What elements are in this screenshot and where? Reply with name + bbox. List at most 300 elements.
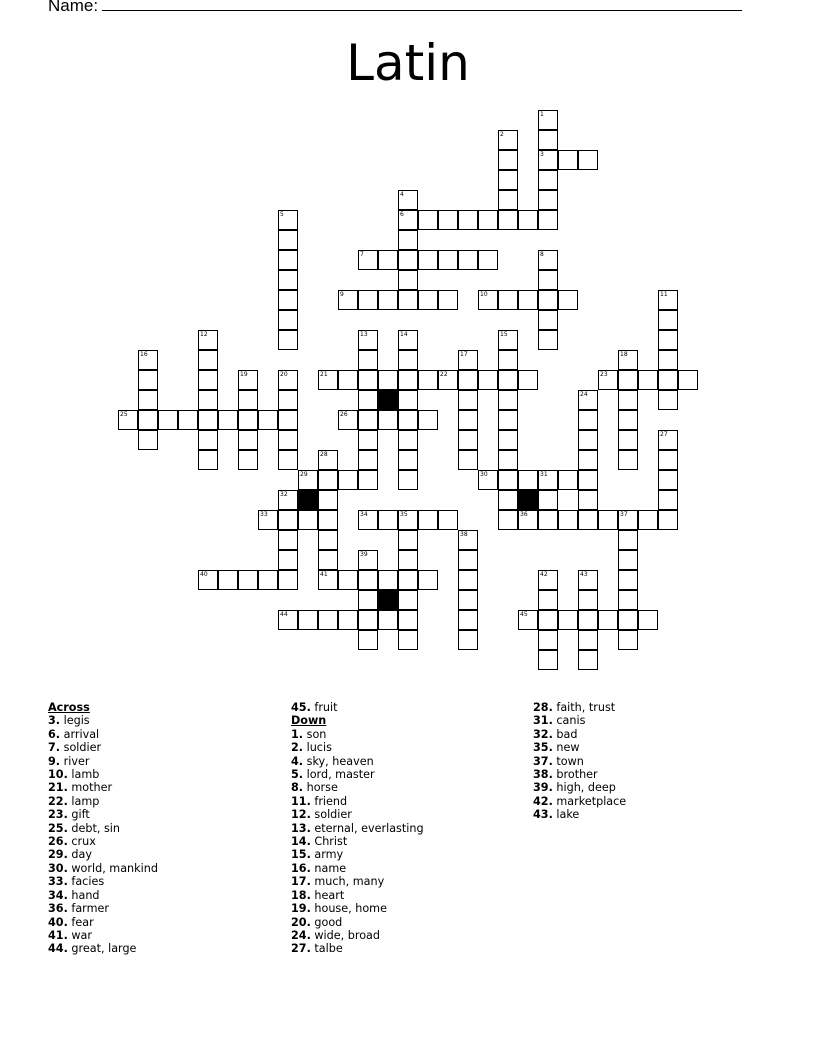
- grid-cell[interactable]: [498, 370, 518, 390]
- grid-cell[interactable]: [498, 210, 518, 230]
- clue-item: [48, 755, 158, 768]
- clue-number: 4.: [291, 754, 304, 768]
- grid-cell[interactable]: [518, 470, 538, 490]
- grid-cell[interactable]: [658, 390, 678, 410]
- grid-cell[interactable]: [538, 570, 558, 590]
- across-heading: Across: [48, 701, 90, 714]
- grid-cell[interactable]: [618, 610, 638, 630]
- clue-number: 5: [280, 211, 284, 218]
- grid-cell[interactable]: [318, 370, 338, 390]
- grid-cell[interactable]: [198, 350, 218, 370]
- clue-item: [48, 795, 158, 808]
- clue-number: 37.: [533, 754, 553, 768]
- clue-item: [48, 862, 158, 875]
- grid-cell[interactable]: [418, 210, 438, 230]
- grid-cell[interactable]: [398, 550, 418, 570]
- grid-cell[interactable]: [658, 370, 678, 390]
- clue-number: 34: [360, 511, 368, 518]
- grid-cell[interactable]: [578, 610, 598, 630]
- grid-cell[interactable]: [618, 350, 638, 370]
- grid-cell[interactable]: [318, 490, 338, 510]
- grid-cell[interactable]: [398, 210, 418, 230]
- grid-cell[interactable]: [458, 610, 478, 630]
- grid-cell[interactable]: [518, 290, 538, 310]
- grid-cell[interactable]: [378, 610, 398, 630]
- grid-cell[interactable]: [198, 450, 218, 470]
- grid-cell[interactable]: [398, 530, 418, 550]
- clue-number: 23: [600, 371, 608, 378]
- grid-cell[interactable]: [278, 450, 298, 470]
- grid-cell[interactable]: [418, 370, 438, 390]
- grid-cell[interactable]: [398, 450, 418, 470]
- grid-cell[interactable]: [498, 170, 518, 190]
- grid-cell[interactable]: [658, 310, 678, 330]
- grid-cell[interactable]: [378, 250, 398, 270]
- grid-cell[interactable]: [358, 570, 378, 590]
- grid-cell[interactable]: [278, 530, 298, 550]
- grid-cell[interactable]: [338, 470, 358, 490]
- grid-cell[interactable]: [318, 530, 338, 550]
- grid-cell[interactable]: [458, 530, 478, 550]
- grid-cell[interactable]: [498, 130, 518, 150]
- grid-cell[interactable]: [318, 550, 338, 570]
- grid-cell[interactable]: [278, 290, 298, 310]
- grid-cell[interactable]: [318, 610, 338, 630]
- grid-cell[interactable]: [558, 290, 578, 310]
- grid-cell[interactable]: [178, 410, 198, 430]
- clue-number: 33.: [48, 875, 68, 889]
- grid-cell[interactable]: [538, 650, 558, 670]
- clue-number: 43: [580, 571, 588, 578]
- grid-cell[interactable]: [458, 250, 478, 270]
- clue-number: 12: [200, 331, 208, 338]
- grid-cell[interactable]: [258, 570, 278, 590]
- grid-cell[interactable]: [278, 270, 298, 290]
- grid-cell[interactable]: [338, 610, 358, 630]
- grid-cell[interactable]: [478, 210, 498, 230]
- grid-cell[interactable]: [278, 490, 298, 510]
- grid-cell[interactable]: [658, 470, 678, 490]
- grid-cell[interactable]: [578, 450, 598, 470]
- grid-cell[interactable]: [138, 370, 158, 390]
- grid-cell[interactable]: [518, 510, 538, 530]
- grid-cell[interactable]: [238, 570, 258, 590]
- grid-cell[interactable]: [318, 570, 338, 590]
- clue-number: 38: [460, 531, 468, 538]
- clue-number: 6: [400, 211, 404, 218]
- grid-cell[interactable]: [578, 650, 598, 670]
- clue-number: 29.: [48, 848, 68, 862]
- grid-cell[interactable]: [498, 290, 518, 310]
- clue-number: 27.: [291, 942, 311, 956]
- clue-number: 1.: [291, 727, 304, 741]
- grid-cell[interactable]: [198, 410, 218, 430]
- grid-cell[interactable]: [398, 270, 418, 290]
- grid-cell[interactable]: [278, 230, 298, 250]
- grid-cell[interactable]: [358, 590, 378, 610]
- grid-cell[interactable]: [578, 630, 598, 650]
- grid-cell[interactable]: [538, 110, 558, 130]
- grid-cell[interactable]: [598, 370, 618, 390]
- grid-cell[interactable]: [278, 430, 298, 450]
- grid-cell[interactable]: [398, 510, 418, 530]
- grid-cell[interactable]: [498, 410, 518, 430]
- grid-cell[interactable]: [358, 610, 378, 630]
- clue-number: 40.: [48, 915, 68, 929]
- grid-cell[interactable]: [538, 490, 558, 510]
- grid-cell[interactable]: [438, 370, 458, 390]
- grid-cell[interactable]: [538, 610, 558, 630]
- grid-cell[interactable]: [458, 570, 478, 590]
- grid-cell[interactable]: [658, 490, 678, 510]
- clue-number: 27: [660, 431, 668, 438]
- clue-item: [48, 822, 158, 835]
- grid-cell[interactable]: [458, 410, 478, 430]
- clue-item: [48, 889, 158, 902]
- grid-cell[interactable]: [358, 350, 378, 370]
- clue-number: 18: [620, 351, 628, 358]
- grid-cell[interactable]: [618, 390, 638, 410]
- grid-cell[interactable]: [198, 430, 218, 450]
- grid-cell[interactable]: [598, 610, 618, 630]
- clue-number: 33: [260, 511, 268, 518]
- grid-cell[interactable]: [318, 510, 338, 530]
- clue-text: lord, master: [306, 768, 375, 782]
- grid-cell[interactable]: [578, 490, 598, 510]
- clue-number: 22: [440, 371, 448, 378]
- grid-cell[interactable]: [458, 210, 478, 230]
- grid-cell[interactable]: [498, 350, 518, 370]
- grid-cell[interactable]: [358, 630, 378, 650]
- grid-cell[interactable]: [398, 410, 418, 430]
- clue-number: 28: [320, 451, 328, 458]
- grid-cell[interactable]: [398, 570, 418, 590]
- grid-cell[interactable]: [378, 570, 398, 590]
- clue-number: 22.: [48, 794, 68, 808]
- grid-cell[interactable]: [538, 250, 558, 270]
- grid-cell[interactable]: [398, 230, 418, 250]
- grid-cell[interactable]: [278, 610, 298, 630]
- grid-cell[interactable]: [378, 290, 398, 310]
- grid-cell[interactable]: [498, 430, 518, 450]
- grid-cell[interactable]: [478, 290, 498, 310]
- grid-cell[interactable]: [158, 410, 178, 430]
- grid-cell[interactable]: [458, 630, 478, 650]
- grid-cell[interactable]: [198, 330, 218, 350]
- grid-cell[interactable]: [498, 330, 518, 350]
- grid-cell[interactable]: [138, 390, 158, 410]
- clue-text: friend: [314, 794, 348, 808]
- grid-cell[interactable]: [498, 490, 518, 510]
- grid-cell[interactable]: [238, 410, 258, 430]
- grid-cell[interactable]: [358, 430, 378, 450]
- grid-cell[interactable]: [538, 510, 558, 530]
- clue-number: 30: [480, 471, 488, 478]
- grid-cell[interactable]: [478, 370, 498, 390]
- clue-item: [48, 916, 158, 929]
- clue-number: 11: [660, 291, 668, 298]
- grid-cell[interactable]: [458, 370, 478, 390]
- grid-cell[interactable]: [398, 390, 418, 410]
- grid-cell[interactable]: [538, 310, 558, 330]
- grid-cell[interactable]: [278, 210, 298, 230]
- grid-cell[interactable]: [358, 330, 378, 350]
- grid-cell[interactable]: [598, 510, 618, 530]
- grid-cell[interactable]: [658, 430, 678, 450]
- grid-cell[interactable]: [458, 590, 478, 610]
- clue-item: [48, 781, 158, 794]
- grid-cell[interactable]: [458, 350, 478, 370]
- grid-cell[interactable]: [458, 550, 478, 570]
- grid-cell[interactable]: [558, 510, 578, 530]
- grid-cell[interactable]: [278, 550, 298, 570]
- grid-cell[interactable]: [238, 450, 258, 470]
- grid-cell[interactable]: [538, 210, 558, 230]
- grid-cell[interactable]: [438, 250, 458, 270]
- grid-cell[interactable]: [418, 250, 438, 270]
- grid-cell[interactable]: [318, 450, 338, 470]
- grid-cell[interactable]: [478, 470, 498, 490]
- grid-cell[interactable]: [338, 570, 358, 590]
- grid-cell[interactable]: [658, 350, 678, 370]
- grid-cell[interactable]: [438, 510, 458, 530]
- clue-number: 10: [480, 291, 488, 298]
- grid-cell[interactable]: [638, 510, 658, 530]
- clue-text: canis: [556, 714, 586, 728]
- grid-cell[interactable]: [278, 410, 298, 430]
- clue-item: [291, 728, 424, 741]
- grid-cell[interactable]: [538, 470, 558, 490]
- grid-cell[interactable]: [198, 390, 218, 410]
- clue-number: 38.: [533, 768, 553, 782]
- clue-number: 35: [400, 511, 408, 518]
- grid-cell[interactable]: [378, 510, 398, 530]
- grid-cell[interactable]: [198, 570, 218, 590]
- clue-text: son: [306, 727, 327, 741]
- grid-cell[interactable]: [398, 610, 418, 630]
- clue-number: 43.: [533, 808, 553, 822]
- grid-cell[interactable]: [618, 550, 638, 570]
- grid-cell[interactable]: [278, 330, 298, 350]
- grid-cell[interactable]: [358, 390, 378, 410]
- grid-cell[interactable]: [538, 630, 558, 650]
- grid-cell[interactable]: [538, 290, 558, 310]
- grid-cell[interactable]: [618, 410, 638, 430]
- grid-cell[interactable]: [418, 570, 438, 590]
- grid-cell[interactable]: [518, 210, 538, 230]
- grid-cell[interactable]: [278, 570, 298, 590]
- grid-cell[interactable]: [578, 430, 598, 450]
- grid-cell[interactable]: [358, 410, 378, 430]
- clue-text: gift: [71, 808, 90, 822]
- grid-cell[interactable]: [578, 150, 598, 170]
- grid-cell[interactable]: [138, 410, 158, 430]
- grid-cell[interactable]: [458, 390, 478, 410]
- grid-cell[interactable]: [498, 150, 518, 170]
- grid-cell[interactable]: [138, 350, 158, 370]
- grid-cell[interactable]: [458, 430, 478, 450]
- grid-cell[interactable]: [678, 370, 698, 390]
- grid-cell[interactable]: [438, 290, 458, 310]
- grid-cell[interactable]: [498, 510, 518, 530]
- clue-number: 31.: [533, 714, 553, 728]
- grid-cell[interactable]: [398, 290, 418, 310]
- grid-cell[interactable]: [338, 290, 358, 310]
- grid-cell[interactable]: [298, 610, 318, 630]
- grid-cell[interactable]: [278, 250, 298, 270]
- grid-cell[interactable]: [278, 510, 298, 530]
- grid-cell[interactable]: [298, 510, 318, 530]
- grid-cell[interactable]: [418, 510, 438, 530]
- grid-cell[interactable]: [398, 370, 418, 390]
- clue-item: [291, 916, 424, 929]
- clue-item: [48, 848, 158, 861]
- grid-cell[interactable]: [218, 570, 238, 590]
- grid-cell[interactable]: [498, 450, 518, 470]
- grid-cell[interactable]: [538, 330, 558, 350]
- clue-text: war: [71, 928, 92, 942]
- grid-cell[interactable]: [218, 410, 238, 430]
- grid-cell[interactable]: [618, 510, 638, 530]
- grid-cell[interactable]: [558, 470, 578, 490]
- grid-cell[interactable]: [418, 290, 438, 310]
- clue-text: good: [314, 915, 343, 929]
- clue-number: 15: [500, 331, 508, 338]
- grid-cell[interactable]: [658, 330, 678, 350]
- clue-text: river: [63, 754, 90, 768]
- grid-cell[interactable]: [538, 590, 558, 610]
- grid-cell[interactable]: [358, 510, 378, 530]
- grid-cell[interactable]: [578, 570, 598, 590]
- grid-cell[interactable]: [398, 350, 418, 370]
- clue-item: [291, 795, 424, 808]
- grid-cell[interactable]: [638, 610, 658, 630]
- clue-item: [291, 848, 424, 861]
- clue-text: sky, heaven: [306, 754, 374, 768]
- grid-cell[interactable]: [578, 390, 598, 410]
- grid-cell[interactable]: [398, 630, 418, 650]
- clue-item: [291, 889, 424, 902]
- grid-cell[interactable]: [618, 530, 638, 550]
- grid-cell[interactable]: [278, 370, 298, 390]
- grid-cell[interactable]: [618, 370, 638, 390]
- grid-cell[interactable]: [238, 430, 258, 450]
- grid-cell[interactable]: [538, 190, 558, 210]
- grid-cell[interactable]: [538, 270, 558, 290]
- grid-cell[interactable]: [398, 330, 418, 350]
- grid-cell[interactable]: [618, 630, 638, 650]
- grid-cell[interactable]: [478, 250, 498, 270]
- grid-cell[interactable]: [658, 290, 678, 310]
- grid-cell[interactable]: [618, 570, 638, 590]
- clue-number: 36.: [48, 902, 68, 916]
- clue-text: town: [556, 754, 584, 768]
- clue-number: 17: [460, 351, 468, 358]
- grid-cell[interactable]: [538, 130, 558, 150]
- clue-item: [291, 781, 424, 794]
- grid-cell[interactable]: [258, 410, 278, 430]
- grid-cell[interactable]: [258, 510, 278, 530]
- grid-cell[interactable]: [518, 610, 538, 630]
- grid-cell[interactable]: [138, 430, 158, 450]
- grid-cell[interactable]: [418, 410, 438, 430]
- grid-cell[interactable]: [398, 470, 418, 490]
- grid-cell[interactable]: [538, 170, 558, 190]
- clue-number: 19.: [291, 902, 311, 916]
- grid-cell[interactable]: [358, 250, 378, 270]
- clue-item: [533, 808, 626, 821]
- grid-cell[interactable]: [238, 390, 258, 410]
- grid-cell[interactable]: [318, 470, 338, 490]
- clue-number: 41.: [48, 928, 68, 942]
- grid-cell[interactable]: [378, 410, 398, 430]
- grid-cell[interactable]: [498, 470, 518, 490]
- grid-cell[interactable]: [578, 470, 598, 490]
- grid-cell[interactable]: [578, 410, 598, 430]
- grid-cell[interactable]: [278, 390, 298, 410]
- grid-cell[interactable]: [358, 370, 378, 390]
- grid-cell[interactable]: [498, 190, 518, 210]
- grid-cell[interactable]: [398, 250, 418, 270]
- grid-cell[interactable]: [638, 370, 658, 390]
- grid-cell[interactable]: [378, 370, 398, 390]
- grid-cell[interactable]: [618, 450, 638, 470]
- clue-text: soldier: [63, 741, 102, 755]
- grid-cell[interactable]: [458, 450, 478, 470]
- clue-item: [533, 768, 626, 781]
- grid-cell[interactable]: [578, 590, 598, 610]
- grid-cell[interactable]: [358, 450, 378, 470]
- clue-item: [291, 768, 424, 781]
- clue-number: 18.: [291, 888, 311, 902]
- grid-cell[interactable]: [298, 470, 318, 490]
- grid-cell[interactable]: [398, 590, 418, 610]
- clue-number: 5.: [291, 768, 304, 782]
- grid-cell[interactable]: [358, 550, 378, 570]
- grid-cell[interactable]: [238, 370, 258, 390]
- clue-text: lamp: [71, 794, 100, 808]
- grid-cell[interactable]: [438, 210, 458, 230]
- clue-item: [291, 929, 424, 942]
- grid-cell[interactable]: [118, 410, 138, 430]
- grid-cell[interactable]: [198, 370, 218, 390]
- grid-cell[interactable]: [538, 150, 558, 170]
- clue-text: high, deep: [556, 781, 616, 795]
- grid-cell[interactable]: [338, 370, 358, 390]
- grid-cell[interactable]: [658, 450, 678, 470]
- clue-text: house, home: [314, 902, 387, 916]
- black-cell: [378, 390, 398, 410]
- grid-cell[interactable]: [398, 430, 418, 450]
- grid-cell[interactable]: [618, 590, 638, 610]
- grid-cell[interactable]: [398, 190, 418, 210]
- grid-cell[interactable]: [618, 430, 638, 450]
- grid-cell[interactable]: [578, 510, 598, 530]
- grid-cell[interactable]: [338, 410, 358, 430]
- grid-cell[interactable]: [518, 370, 538, 390]
- grid-cell[interactable]: [278, 310, 298, 330]
- grid-cell[interactable]: [658, 510, 678, 530]
- clue-number: 11.: [291, 794, 311, 808]
- grid-cell[interactable]: [558, 150, 578, 170]
- grid-cell[interactable]: [498, 390, 518, 410]
- grid-cell[interactable]: [358, 290, 378, 310]
- clue-number: 34.: [48, 888, 68, 902]
- grid-cell[interactable]: [358, 470, 378, 490]
- grid-cell[interactable]: [558, 610, 578, 630]
- black-cell: [298, 490, 318, 510]
- clue-text: great, large: [71, 942, 137, 956]
